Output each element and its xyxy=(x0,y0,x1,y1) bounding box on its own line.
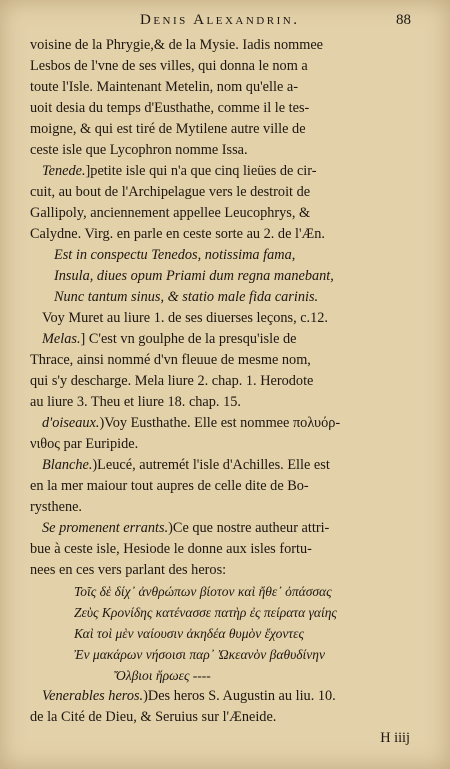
text-line xyxy=(30,371,430,392)
line-text: Est in conspectu Tenedos, notissima fama, xyxy=(54,247,296,263)
note-lemma: d'oiseaux. xyxy=(42,415,100,431)
text-line xyxy=(30,497,430,518)
line-text: Ζεὺς Κρονίδης κατένασσε πατὴρ ἐς πείρατα γαίης xyxy=(74,605,337,620)
commentary-text xyxy=(30,35,430,749)
text-line xyxy=(30,434,430,455)
greek-verse-line xyxy=(30,665,430,686)
latin-verse-line xyxy=(30,287,430,308)
text-line xyxy=(30,539,430,560)
note-lemma-line xyxy=(30,329,430,350)
note-lemma-line xyxy=(30,686,430,707)
line-text: nees en ces vers parlant des heros: xyxy=(30,562,227,578)
note-lemma: Tenede. xyxy=(42,163,86,179)
note-lemma: Melas. xyxy=(42,331,81,347)
line-text: Voy Muret au liure 1. de ses diuerses leçons, c.12. xyxy=(42,310,329,326)
note-lemma-line xyxy=(30,518,430,539)
text-line xyxy=(30,77,430,98)
text-line xyxy=(30,707,430,728)
text-line xyxy=(30,56,430,77)
line-text: Ἐν μακάρων νήσοισι παρ᾽ Ὠκεανὸν βαθυδίνην xyxy=(74,647,325,662)
greek-verse-line xyxy=(30,644,430,665)
line-text: cuit, au bout de l'Archipelague vers le destroit de xyxy=(30,184,311,200)
text-line xyxy=(30,350,430,371)
line-text: )Des heros S. Augustin au liu. 10. xyxy=(143,688,336,704)
line-text: bue à ceste isle, Hesiode le donne aux isles fortu- xyxy=(30,541,312,557)
line-text: )Ce que nostre autheur attri- xyxy=(168,520,330,536)
text-line xyxy=(30,392,430,413)
line-text: )Leucé, autremét l'isle d'Achilles. Elle est xyxy=(92,457,330,473)
line-text: Καὶ τοὶ μὲν ναίουσιν ἀκηδέα θυμὸν ἔχοντες xyxy=(74,626,304,641)
line-text: Nunc tantum sinus, & statio male fida carinis. xyxy=(54,289,319,305)
greek-verse-line xyxy=(30,602,430,623)
line-text: Thrace, ainsi nommé d'vn fleuue de mesme nom, xyxy=(30,352,311,368)
page-number: 88 xyxy=(396,12,411,28)
line-text: ceste isle que Lycophron nomme Issa. xyxy=(30,142,248,158)
line-text: )Voy Eusthathe. Elle est nommee πολυόρ- xyxy=(99,415,341,431)
line-text: Calydne. Virg. en parle en ceste sorte au 2. de l'Æn. xyxy=(30,226,325,242)
note-lemma-line xyxy=(30,161,430,182)
line-text: Ὄλβιοι ἥρωες ---- xyxy=(114,668,211,683)
note-lemma: Se promenent errants. xyxy=(42,520,169,536)
line-text: Gallipoly, anciennement appellee Leucophrys, & xyxy=(30,205,311,221)
text-line xyxy=(30,98,430,119)
latin-verse-line xyxy=(30,245,430,266)
running-title: Denis Alexandrin. xyxy=(140,12,300,28)
text-line xyxy=(30,203,430,224)
line-text: voisine de la Phrygie,& de la Mysie. Iadis nommee xyxy=(30,37,324,53)
note-lemma: Blanche. xyxy=(42,457,93,473)
latin-verse-line xyxy=(30,266,430,287)
note-lemma-line xyxy=(30,455,430,476)
text-line xyxy=(30,308,430,329)
line-text: Lesbos de l'vne de ses villes, qui donna le nom a xyxy=(30,58,308,74)
line-text: en la mer maiour tout aupres de celle dite de Bo- xyxy=(30,478,309,494)
text-line xyxy=(30,35,430,56)
line-text: toute l'Isle. Maintenant Metelin, nom qu'elle a- xyxy=(30,79,298,95)
note-lemma-line xyxy=(30,413,430,434)
greek-verse-line xyxy=(30,581,430,602)
line-text: νιθος par Euripide. xyxy=(30,436,139,452)
line-text: ] C'est vn goulphe de la presqu'isle de xyxy=(80,331,297,347)
line-text: uoit desia du temps d'Eusthathe, comme il le tes- xyxy=(30,100,310,116)
text-line xyxy=(30,224,430,245)
text-line xyxy=(30,119,430,140)
signature-mark xyxy=(30,728,430,749)
note-lemma: Venerables heros. xyxy=(42,688,144,704)
line-text: rysthene. xyxy=(30,499,83,515)
greek-verse-line xyxy=(30,623,430,644)
text-line xyxy=(30,140,430,161)
line-text: ]petite isle qui n'a que cinq lieües de cir- xyxy=(85,163,317,179)
line-text: qui s'y descharge. Mela liure 2. chap. 1. Herodote xyxy=(30,373,314,389)
line-text: H iiij xyxy=(380,730,410,746)
text-line xyxy=(30,560,430,581)
line-text: de la Cité de Dieu, & Seruius sur l'Æneide. xyxy=(30,709,277,725)
line-text: au liure 3. Theu et liure 18. chap. 15. xyxy=(30,394,241,410)
line-text: Insula, diues opum Priami dum regna manebant, xyxy=(54,268,334,284)
line-text: moigne, & qui est tiré de Mytilene autre ville de xyxy=(30,121,306,137)
text-line xyxy=(30,476,430,497)
page-header xyxy=(0,10,450,32)
text-line xyxy=(30,182,430,203)
line-text: Τοῖς δὲ δίχ᾽ ἀνθρώπων βίοτον καὶ ἤθε᾽ ὀπάσσας xyxy=(74,584,332,599)
